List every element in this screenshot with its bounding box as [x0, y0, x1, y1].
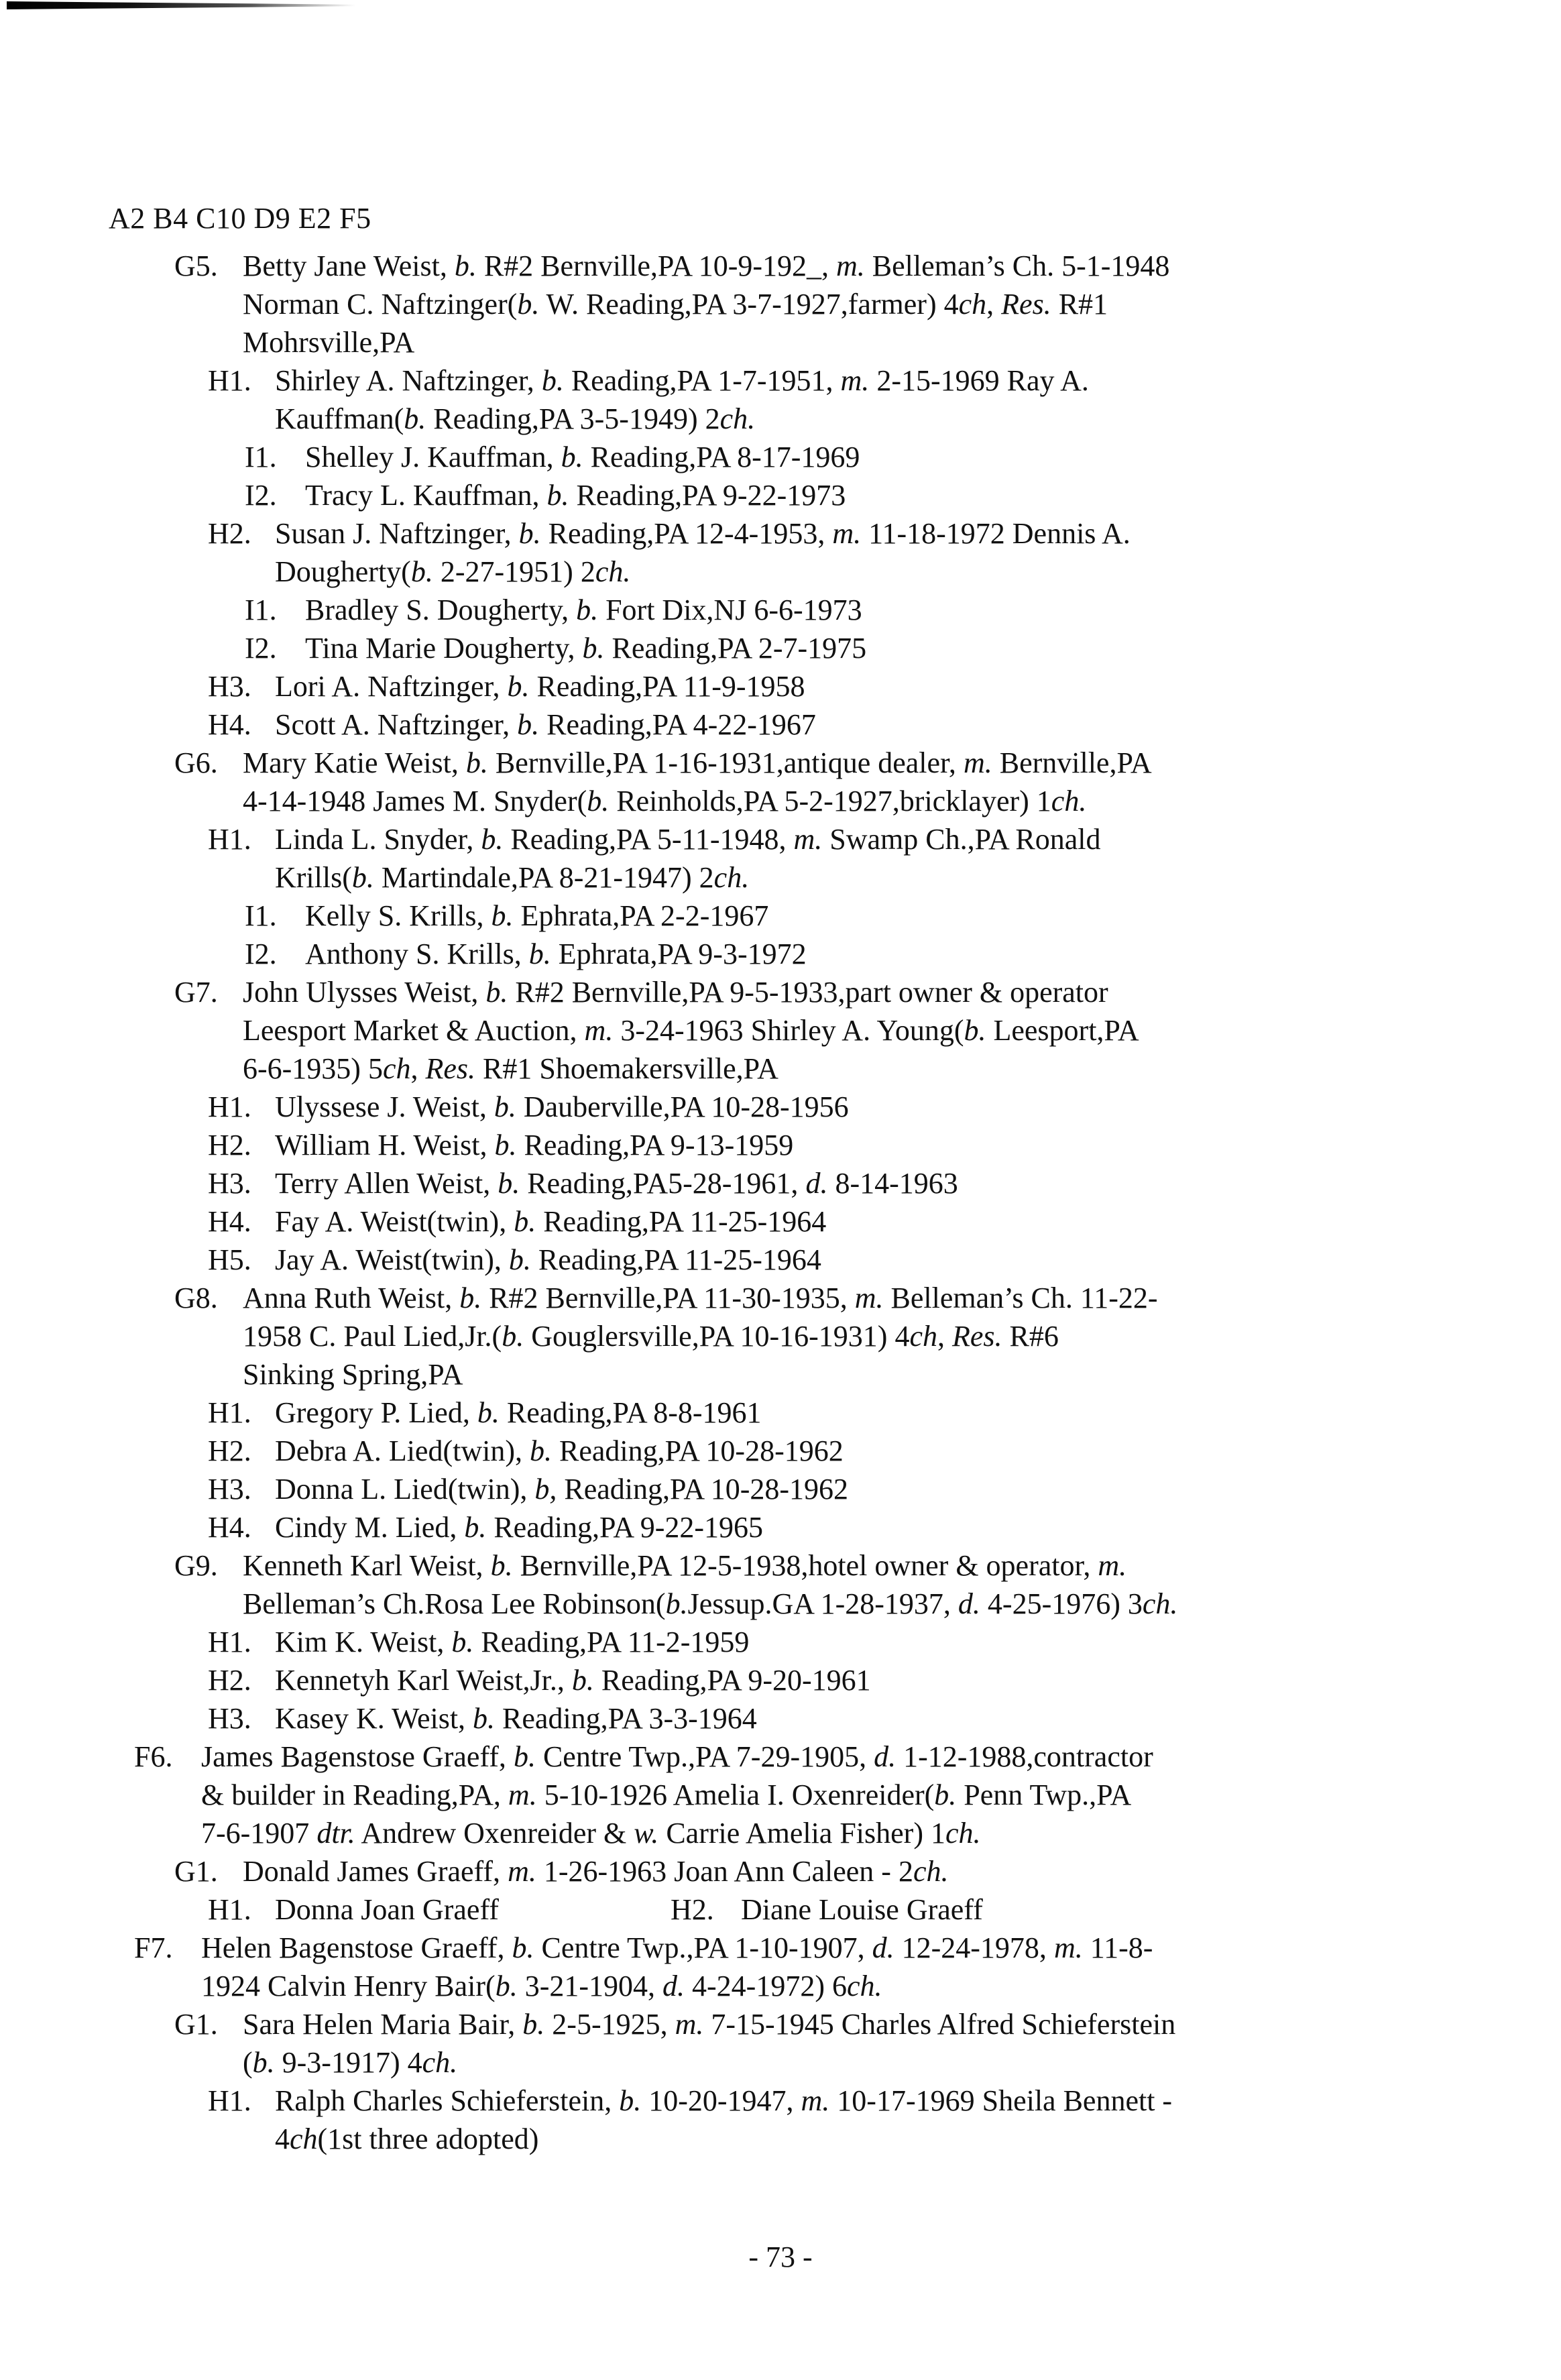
entry-g1	[0, 1852, 1261, 1890]
entry-line: Cindy M. Lied, b. Reading,PA 9-22-1965	[275, 1511, 764, 1544]
entry-label: F7.	[134, 1931, 173, 1964]
entry-line: Anna Ruth Weist, b. R#2 Bernville,PA 11-30-1935, m. Belleman’s Ch. 11-22-	[243, 1282, 1158, 1314]
entry-g6	[0, 744, 1261, 820]
entry-label: H1.	[208, 2084, 251, 2117]
entry-continuation-line: Belleman’s Ch.Rosa Lee Robinson(b.Jessup.GA 1-28-1937, d. 4-25-1976) 3ch.	[243, 1587, 1178, 1620]
entry-line: Tracy L. Kauffman, b. Reading,PA 9-22-1973	[305, 479, 846, 512]
entry-label: I2.	[245, 479, 277, 512]
entry-i2	[0, 476, 1261, 514]
entry-text	[275, 1470, 1261, 1508]
generation-path-header: A2 B4 C10 D9 E2 F5	[109, 202, 371, 235]
entry-text	[305, 897, 1261, 935]
entry-i1	[0, 438, 1261, 476]
entry-line: Scott A. Naftzinger, b. Reading,PA 4-22-1967	[275, 708, 816, 741]
entry-continuation-line: 1924 Calvin Henry Bair(b. 3-21-1904, d. 4-24-1972) 6ch.	[201, 1970, 882, 2002]
entry-line: Linda L. Snyder, b. Reading,PA 5-11-1948, m. Swamp Ch.,PA Ronald	[275, 823, 1101, 856]
entry-text	[243, 247, 1261, 361]
entry-line: Betty Jane Weist, b. R#2 Bernville,PA 10-9-192_, m. Belleman’s Ch. 5-1-1948	[243, 249, 1170, 282]
entry-continuation-line: Sinking Spring,PA	[243, 1358, 463, 1391]
entry-continuation-line: Krills(b. Martindale,PA 8-21-1947) 2ch.	[275, 861, 750, 894]
entry-label: H5.	[208, 1243, 251, 1276]
entry-label-second: H2.	[671, 1893, 714, 1926]
entry-continuation-line: Mohrsville,PA	[243, 326, 415, 359]
entry-line: Shelley J. Kauffman, b. Reading,PA 8-17-1969	[305, 441, 860, 473]
entry-text	[305, 438, 1261, 476]
entry-label: I1.	[245, 899, 277, 932]
entry-g1	[0, 2005, 1261, 2082]
entry-label: H1.	[208, 823, 251, 856]
entry-label: H2.	[208, 517, 251, 550]
entry-label: I1.	[245, 441, 277, 473]
entry-h1	[0, 1890, 1261, 1929]
entry-h2	[0, 1432, 1261, 1470]
entry-text-second: Diane Louise Graeff	[741, 1893, 983, 1926]
entry-continuation-line: Norman C. Naftzinger(b. W. Reading,PA 3-7-1927,farmer) 4ch, Res. R#1	[243, 288, 1108, 321]
entry-line: Susan J. Naftzinger, b. Reading,PA 12-4-1953, m. 11-18-1972 Dennis A.	[275, 517, 1131, 550]
entry-continuation-line: 6-6-1935) 5ch, Res. R#1 Shoemakersville,PA	[243, 1052, 778, 1085]
entry-h1	[0, 1623, 1261, 1661]
entry-h3	[0, 1470, 1261, 1508]
entry-label: H3.	[208, 670, 251, 703]
entry-text	[275, 1623, 1261, 1661]
entry-label: H4.	[208, 708, 251, 741]
entry-line: Helen Bagenstose Graeff, b. Centre Twp.,PA 1-10-1907, d. 12-24-1978, m. 11-8-	[201, 1931, 1153, 1964]
entry-line: Sara Helen Maria Bair, b. 2-5-1925, m. 7-15-1945 Charles Alfred Schieferstein	[243, 2008, 1176, 2041]
page-number: - 73 -	[748, 2241, 813, 2273]
entry-line: Kennetyh Karl Weist,Jr., b. Reading,PA 9-20-1961	[275, 1664, 871, 1697]
entry-h2	[0, 1661, 1261, 1699]
entry-h2	[0, 1126, 1261, 1164]
entry-h3	[0, 1699, 1261, 1738]
entry-line: Kim K. Weist, b. Reading,PA 11-2-1959	[275, 1626, 750, 1658]
entry-g9	[0, 1546, 1261, 1623]
entry-text	[275, 1432, 1261, 1470]
entry-continuation-line: & builder in Reading,PA, m. 5-10-1926 Amelia I. Oxenreider(b. Penn Twp.,PA	[201, 1778, 1132, 1811]
entry-label: G1.	[174, 2008, 218, 2041]
genealogy-entries	[0, 247, 1561, 2158]
entry-i2	[0, 629, 1261, 667]
entry-g8	[0, 1279, 1261, 1394]
scan-edge-mark	[7, 1, 355, 9]
entry-text	[275, 1699, 1261, 1738]
entry-label: G8.	[174, 1282, 218, 1314]
entry-line: Gregory P. Lied, b. Reading,PA 8-8-1961	[275, 1396, 762, 1429]
entry-h4	[0, 1202, 1261, 1241]
entry-label: H1.	[208, 1090, 251, 1123]
entry-g5	[0, 247, 1261, 361]
entry-continuation-line: Dougherty(b. 2-27-1951) 2ch.	[275, 555, 631, 588]
entry-text	[275, 1890, 1261, 1929]
entry-text	[243, 1546, 1261, 1623]
entry-line: Ulyssese J. Weist, b. Dauberville,PA 10-28-1956	[275, 1090, 849, 1123]
entry-line: Ralph Charles Schieferstein, b. 10-20-1947, m. 10-17-1969 Sheila Bennett -	[275, 2084, 1173, 2117]
entry-text	[275, 1202, 1261, 1241]
entry-text	[243, 1279, 1261, 1394]
entry-line: Kenneth Karl Weist, b. Bernville,PA 12-5-1938,hotel owner & operator, m.	[243, 1549, 1127, 1582]
entry-h4	[0, 1508, 1261, 1546]
entry-line: Jay A. Weist(twin), b. Reading,PA 11-25-1964	[275, 1243, 821, 1276]
entry-h4	[0, 705, 1261, 744]
entry-line: Shirley A. Naftzinger, b. Reading,PA 1-7-1951, m. 2-15-1969 Ray A.	[275, 364, 1089, 397]
entry-text-first: Donna Joan Graeff	[275, 1893, 499, 1926]
entry-h5	[0, 1241, 1261, 1279]
entry-label: G9.	[174, 1549, 218, 1582]
entry-f7	[0, 1929, 1261, 2005]
entry-line: Tina Marie Dougherty, b. Reading,PA 2-7-1975	[305, 632, 867, 665]
entry-text	[275, 1164, 1261, 1202]
entry-line: Debra A. Lied(twin), b. Reading,PA 10-28-1962	[275, 1434, 844, 1467]
entry-label: H3.	[208, 1473, 251, 1506]
entry-label: I2.	[245, 632, 277, 665]
entry-g7	[0, 973, 1261, 1088]
entry-line: John Ulysses Weist, b. R#2 Bernville,PA 9-5-1933,part owner & operator	[243, 976, 1108, 1009]
entry-label: H4.	[208, 1511, 251, 1544]
entry-text	[243, 744, 1261, 820]
entry-continuation-line: Leesport Market & Auction, m. 3-24-1963 Shirley A. Young(b. Leesport,PA	[243, 1014, 1139, 1047]
entry-text	[243, 1852, 1261, 1890]
entry-label: H3.	[208, 1167, 251, 1200]
entry-continuation-line: 4-14-1948 James M. Snyder(b. Reinholds,PA 5-2-1927,bricklayer) 1ch.	[243, 785, 1087, 817]
entry-i2	[0, 935, 1261, 973]
entry-label: G7.	[174, 976, 218, 1009]
entry-continuation-line: 4ch(1st three adopted)	[275, 2122, 539, 2155]
entry-text	[275, 820, 1261, 897]
entry-line: Lori A. Naftzinger, b. Reading,PA 11-9-1958	[275, 670, 805, 703]
entry-text	[275, 361, 1261, 438]
entry-line: Donald James Graeff, m. 1-26-1963 Joan Ann Caleen - 2ch.	[243, 1855, 949, 1888]
entry-h2	[0, 514, 1261, 591]
entry-line: Fay A. Weist(twin), b. Reading,PA 11-25-1964	[275, 1205, 827, 1238]
entry-text	[275, 705, 1261, 744]
entry-continuation-line: 1958 C. Paul Lied,Jr.(b. Gouglersville,PA 10-16-1931) 4ch, Res. R#6	[243, 1320, 1059, 1353]
entry-continuation-line: Kauffman(b. Reading,PA 3-5-1949) 2ch.	[275, 402, 756, 435]
entry-label: G6.	[174, 746, 218, 779]
entry-line: Terry Allen Weist, b. Reading,PA5-28-1961, d. 8-14-1963	[275, 1167, 958, 1200]
entry-text	[275, 514, 1261, 591]
entry-text	[305, 591, 1261, 629]
entry-line: Kasey K. Weist, b. Reading,PA 3-3-1964	[275, 1702, 757, 1735]
entry-line: Kelly S. Krills, b. Ephrata,PA 2-2-1967	[305, 899, 769, 932]
entry-label: H1.	[208, 1396, 251, 1429]
entry-label: H2.	[208, 1664, 251, 1697]
entry-h3	[0, 1164, 1261, 1202]
entry-line: William H. Weist, b. Reading,PA 9-13-1959	[275, 1129, 794, 1161]
entry-text	[275, 2082, 1261, 2158]
entry-label: H3.	[208, 1702, 251, 1735]
entry-label: F6.	[134, 1740, 173, 1773]
entry-label: H2.	[208, 1129, 251, 1161]
entry-h1	[0, 1394, 1261, 1432]
entry-text	[275, 1126, 1261, 1164]
entry-text	[275, 667, 1261, 705]
entry-text	[201, 1738, 1261, 1852]
entry-h1	[0, 361, 1261, 438]
entry-label: G1.	[174, 1855, 218, 1888]
entry-text	[243, 2005, 1261, 2082]
entry-label: I2.	[245, 938, 277, 970]
entry-continuation-line: 7-6-1907 dtr. Andrew Oxenreider & w. Carrie Amelia Fisher) 1ch.	[201, 1817, 981, 1850]
entry-label: H1.	[208, 364, 251, 397]
entry-label: H2.	[208, 1434, 251, 1467]
entry-text	[201, 1929, 1261, 2005]
entry-text	[305, 476, 1261, 514]
entry-text	[305, 629, 1261, 667]
entry-text	[305, 935, 1261, 973]
entry-text	[243, 973, 1261, 1088]
entry-line: Bradley S. Dougherty, b. Fort Dix,NJ 6-6-1973	[305, 593, 862, 626]
entry-f6	[0, 1738, 1261, 1852]
entry-label: G5.	[174, 249, 218, 282]
entry-label: H1.	[208, 1893, 251, 1926]
entry-line: Anthony S. Krills, b. Ephrata,PA 9-3-1972	[305, 938, 807, 970]
entry-line: James Bagenstose Graeff, b. Centre Twp.,PA 7-29-1905, d. 1-12-1988,contractor	[201, 1740, 1153, 1773]
entry-i1	[0, 591, 1261, 629]
entry-line: Mary Katie Weist, b. Bernville,PA 1-16-1931,antique dealer, m. Bernville,PA	[243, 746, 1152, 779]
entry-text	[275, 1088, 1261, 1126]
entry-h1	[0, 1088, 1261, 1126]
entry-h1	[0, 2082, 1261, 2158]
entry-text	[275, 1661, 1261, 1699]
entry-text	[275, 1241, 1261, 1279]
entry-i1	[0, 897, 1261, 935]
entry-h1	[0, 820, 1261, 897]
entry-label: H4.	[208, 1205, 251, 1238]
entry-continuation-line: (b. 9-3-1917) 4ch.	[243, 2046, 458, 2079]
entry-text	[275, 1394, 1261, 1432]
entry-label: H1.	[208, 1626, 251, 1658]
entry-text	[275, 1508, 1261, 1546]
entry-label: I1.	[245, 593, 277, 626]
entry-line: Donna L. Lied(twin), b, Reading,PA 10-28-1962	[275, 1473, 849, 1506]
entry-h3	[0, 667, 1261, 705]
